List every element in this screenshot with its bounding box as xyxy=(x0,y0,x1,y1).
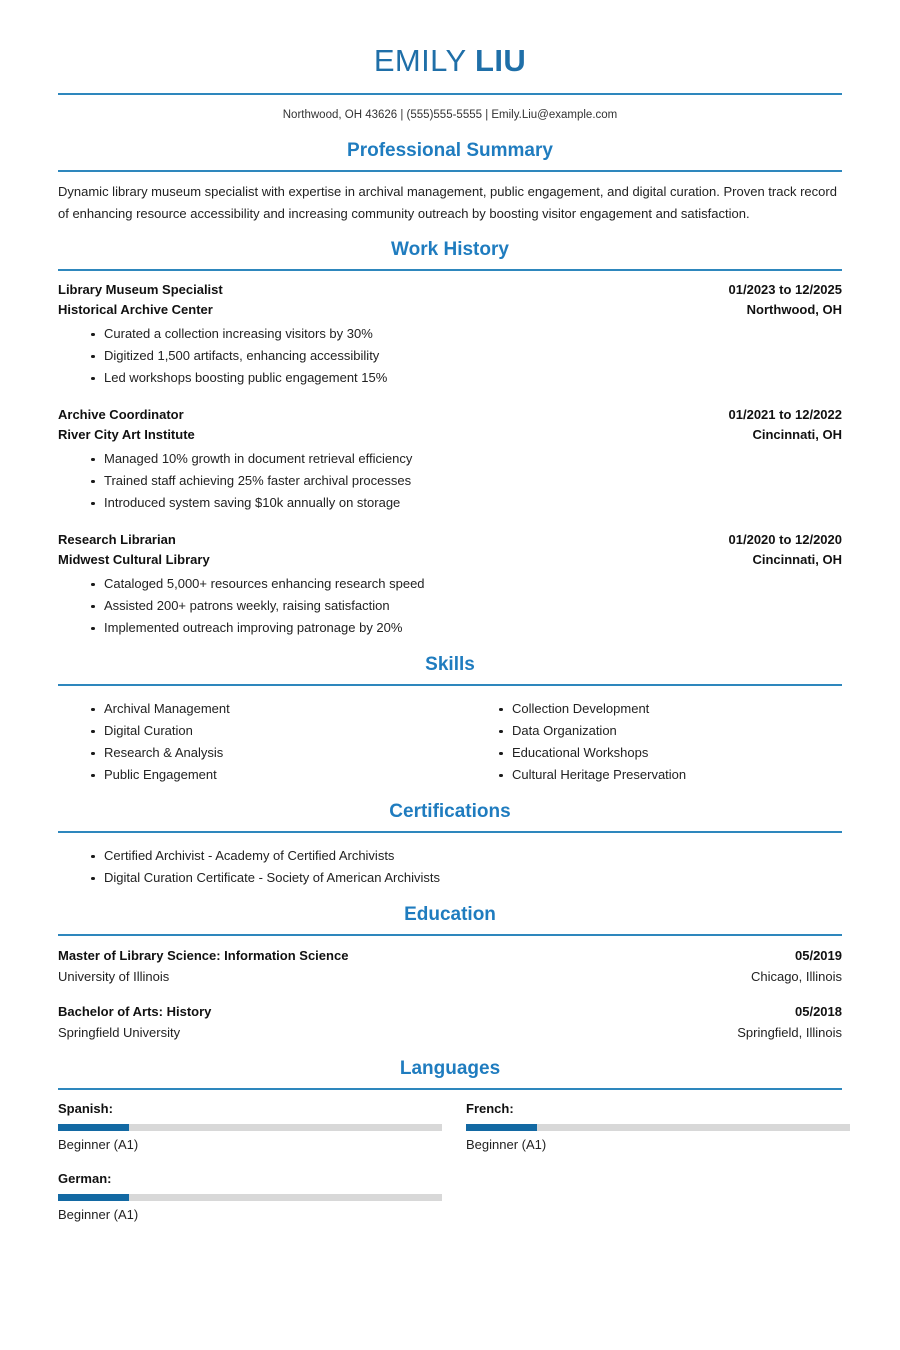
section-work-history xyxy=(58,238,842,639)
job-company: Historical Archive Center xyxy=(58,302,213,317)
language-proficiency-bar xyxy=(58,1124,442,1131)
education-school-row xyxy=(58,1022,842,1043)
contact-line: Northwood, OH 43626 | (555)555-5555 | Emily.Liu@example.com xyxy=(282,109,618,121)
job-company-row xyxy=(58,550,842,570)
candidate-name xyxy=(58,42,842,80)
job-bullet-list xyxy=(58,573,842,639)
skill-item: Digital Curation xyxy=(58,720,450,742)
education-entry xyxy=(58,1001,842,1043)
skills-column-right xyxy=(450,695,842,786)
education-degree-row xyxy=(58,1001,842,1022)
section-certifications xyxy=(58,800,842,889)
languages-grid xyxy=(58,1099,842,1239)
skill-item: Cultural Heritage Preservation xyxy=(466,764,842,786)
job-location: Cincinnati, OH xyxy=(752,427,842,442)
skill-item: Public Engagement xyxy=(58,764,450,786)
skills-list-left xyxy=(58,698,450,786)
first-name: EMILY xyxy=(373,43,466,78)
language-item xyxy=(58,1099,450,1155)
work-history-entry xyxy=(58,280,842,389)
job-dates: 01/2021 to 12/2022 xyxy=(728,407,842,422)
job-bullet: Trained staff achieving 25% faster archival processes xyxy=(58,470,842,492)
skills-list-right xyxy=(466,698,842,786)
summary-text: Dynamic library museum specialist with expertise in archival management, public engagement, and digital curation. Proven track record of enhancing resource accessibility and increasing community outreach by boosting visitor engagement and satisfaction. xyxy=(58,184,837,221)
job-location: Cincinnati, OH xyxy=(752,552,842,567)
job-title-row xyxy=(58,280,842,300)
work-history-list xyxy=(58,271,842,639)
education-school-row xyxy=(58,966,842,987)
education-date: 05/2018 xyxy=(795,1004,842,1019)
language-name: French: xyxy=(466,1101,514,1116)
education-degree: Master of Library Science: Information Science xyxy=(58,948,349,963)
language-level: Beginner (A1) xyxy=(466,1137,547,1152)
job-location: Northwood, OH xyxy=(746,302,842,317)
section-professional-summary xyxy=(58,139,842,224)
section-education xyxy=(58,903,842,1043)
last-name: LIU xyxy=(475,43,527,78)
job-title: Research Librarian xyxy=(58,532,176,547)
education-school: Springfield University xyxy=(58,1025,181,1040)
job-title: Library Museum Specialist xyxy=(58,282,223,297)
job-company-row xyxy=(58,300,842,320)
education-location: Chicago, Illinois xyxy=(750,969,842,984)
language-item xyxy=(450,1099,842,1155)
job-bullet: Curated a collection increasing visitors by 30% xyxy=(58,323,842,345)
language-item xyxy=(58,1169,450,1225)
job-bullet: Led workshops boosting public engagement 15% xyxy=(58,367,842,389)
job-bullet: Managed 10% growth in document retrieval efficiency xyxy=(58,448,842,470)
education-degree-row xyxy=(58,945,842,966)
language-level: Beginner (A1) xyxy=(58,1137,139,1152)
education-degree: Bachelor of Arts: History xyxy=(58,1004,212,1019)
job-bullet-list xyxy=(58,448,842,514)
skill-item: Collection Development xyxy=(466,698,842,720)
language-level: Beginner (A1) xyxy=(58,1207,139,1222)
job-company: Midwest Cultural Library xyxy=(58,552,210,567)
education-date: 05/2019 xyxy=(795,948,842,963)
job-bullet: Cataloged 5,000+ resources enhancing research speed xyxy=(58,573,842,595)
resume-header xyxy=(58,0,842,80)
job-dates: 01/2020 to 12/2020 xyxy=(728,532,842,547)
certification-item: Digital Curation Certificate - Society of American Archivists xyxy=(58,867,842,889)
skills-columns xyxy=(58,695,842,786)
language-proficiency-fill xyxy=(58,1194,129,1201)
language-proficiency-bar xyxy=(466,1124,850,1131)
job-dates: 01/2023 to 12/2025 xyxy=(728,282,842,297)
job-title-row xyxy=(58,530,842,550)
job-bullet: Implemented outreach improving patronage by 20% xyxy=(58,617,842,639)
job-bullet: Assisted 200+ patrons weekly, raising satisfaction xyxy=(58,595,842,617)
education-entry xyxy=(58,945,842,987)
job-company: River City Art Institute xyxy=(58,427,195,442)
certification-item: Certified Archivist - Academy of Certified Archivists xyxy=(58,845,842,867)
job-company-row xyxy=(58,425,842,445)
section-title-education: Education xyxy=(404,904,496,925)
work-history-entry xyxy=(58,530,842,639)
language-proficiency-fill xyxy=(58,1124,129,1131)
skill-item: Research & Analysis xyxy=(58,742,450,764)
job-bullet: Digitized 1,500 artifacts, enhancing accessibility xyxy=(58,345,842,367)
education-location: Springfield, Illinois xyxy=(737,1025,842,1040)
job-bullet: Introduced system saving $10k annually on storage xyxy=(58,492,842,514)
language-name: Spanish: xyxy=(58,1101,113,1116)
section-title-summary: Professional Summary xyxy=(347,140,553,161)
language-name: German: xyxy=(58,1171,112,1186)
language-proficiency-fill xyxy=(466,1124,537,1131)
job-title-row xyxy=(58,405,842,425)
work-history-entry xyxy=(58,405,842,514)
skill-item: Data Organization xyxy=(466,720,842,742)
skills-column-left xyxy=(58,695,450,786)
section-title-languages: Languages xyxy=(399,1058,501,1079)
certifications-list xyxy=(58,845,842,889)
education-list xyxy=(58,936,842,1043)
skill-item: Educational Workshops xyxy=(466,742,842,764)
education-school: University of Illinois xyxy=(58,969,170,984)
section-skills xyxy=(58,653,842,786)
job-bullet-list xyxy=(58,323,842,389)
skill-item: Archival Management xyxy=(58,698,450,720)
section-title-skills: Skills xyxy=(425,654,475,675)
section-title-work-history: Work History xyxy=(391,239,509,260)
section-title-certifications: Certifications xyxy=(389,801,511,822)
language-proficiency-bar xyxy=(58,1194,442,1201)
section-languages xyxy=(58,1057,842,1239)
job-title: Archive Coordinator xyxy=(58,407,184,422)
